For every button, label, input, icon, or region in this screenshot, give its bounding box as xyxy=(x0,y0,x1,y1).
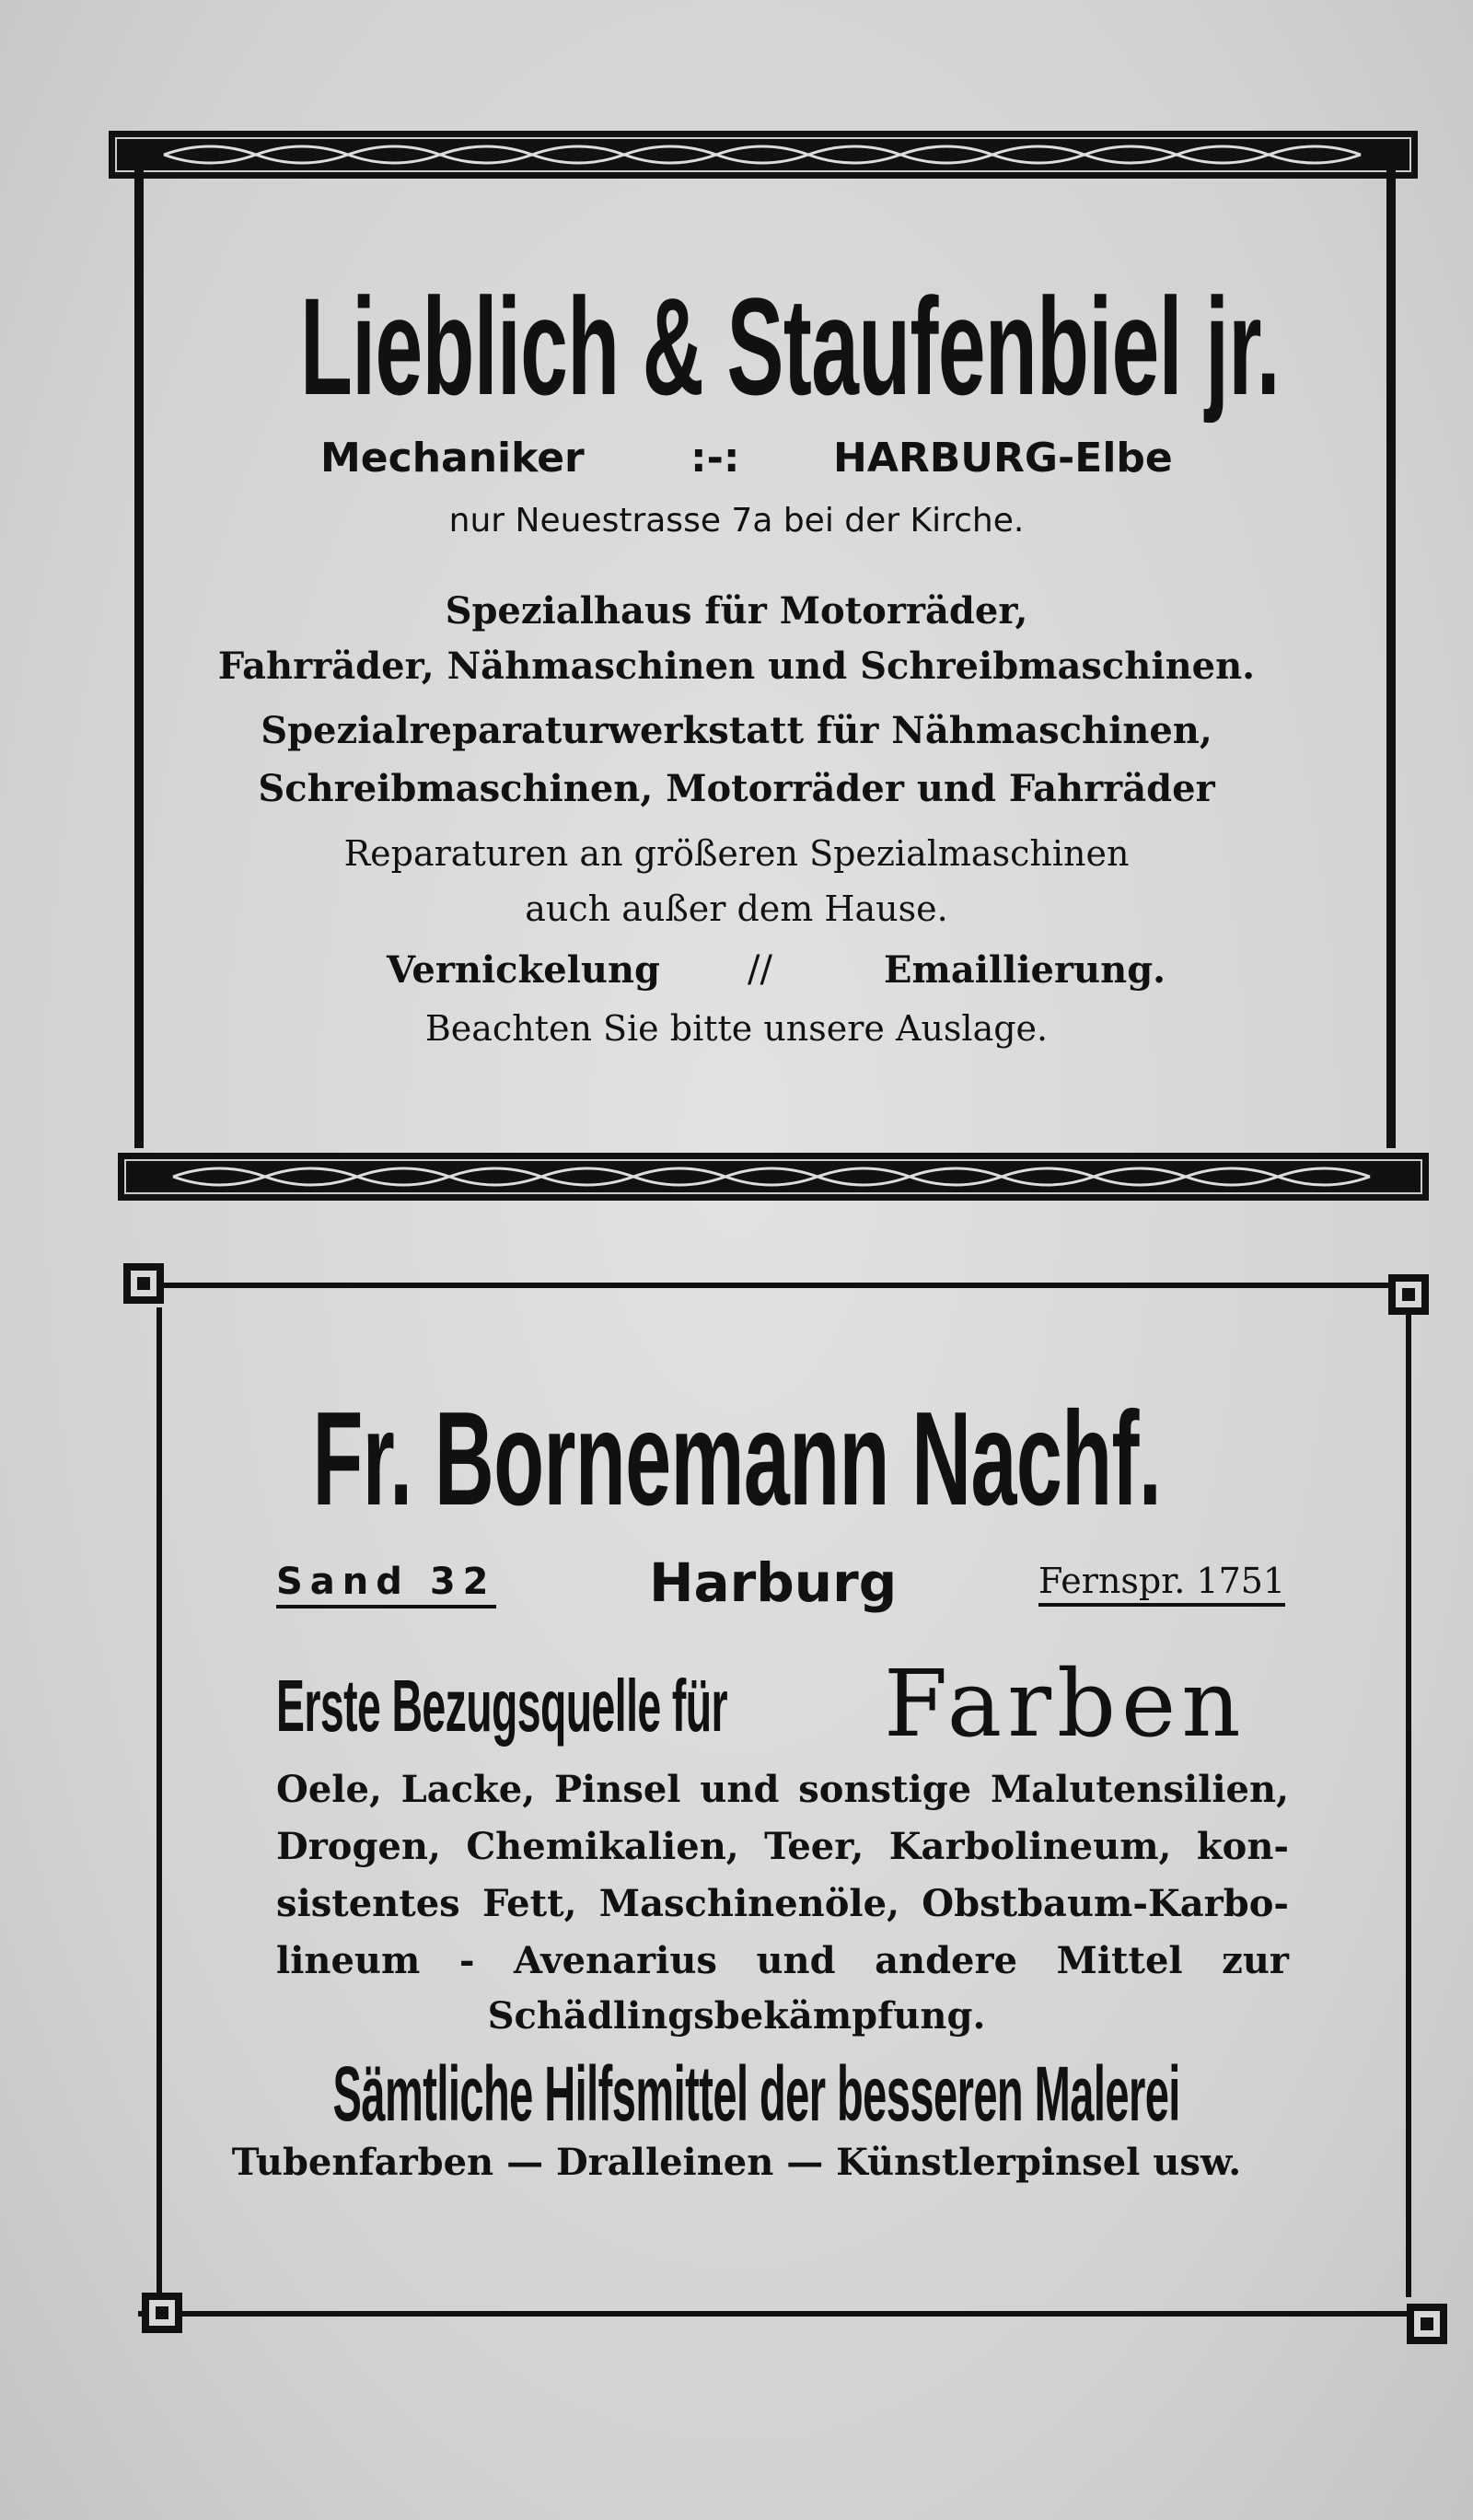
corner-ornament-icon xyxy=(1388,1274,1429,1315)
ad1-service-right: Emaillierung. xyxy=(884,948,1166,992)
ad1-address: nur Neuestrasse 7a bei der Kirche. xyxy=(448,502,1025,540)
ad1-separator: :-: xyxy=(690,435,740,482)
ad2-street: Sand 32 xyxy=(276,1561,496,1608)
ad2-slogan: Sämtliche Hilfsmittel der besseren Malerei xyxy=(332,2050,1180,2137)
ad2-frame-bottom xyxy=(138,2311,1413,2317)
ad1-closing: Beachten Sie bitte unsere Auslage. xyxy=(424,1008,1049,1049)
ad1-line-2: Fahrräder, Nähmaschinen und Schreibmaschinen. xyxy=(217,645,1256,688)
ad1-line-3: Spezialreparaturwerkstatt für Nähmaschinen, xyxy=(261,709,1212,752)
ad2-frame-top xyxy=(138,1283,1413,1288)
ad1-city: HARBURG-Elbe xyxy=(833,435,1173,482)
ad2-product-line-5: Schädlingsbekämpfung. xyxy=(487,1994,986,2038)
ad1-line-1: Spezialhaus für Motorräder, xyxy=(445,589,1028,633)
corner-ornament-icon xyxy=(142,2293,182,2333)
ad1-service-separator: // xyxy=(748,948,772,991)
ad2-product-line-1: Oele, Lacke, Pinsel und sonstige Malutensilien, xyxy=(276,1768,1289,1811)
ornament-band-bottom xyxy=(118,1153,1429,1201)
ad2-product-line-3: sistentes Fett, Maschinenöle, Obstbaum-Karbo- xyxy=(276,1882,1289,1925)
ad1-title: Lieblich & Staufenbiel jr. xyxy=(300,269,1280,424)
ad1-line-5: Reparaturen an größeren Spezialmaschinen xyxy=(343,833,1130,874)
ad2-city: Harburg xyxy=(649,1551,898,1614)
ad1-line-6: auch außer dem Hause. xyxy=(525,888,948,929)
ad1-trade: Mechaniker xyxy=(320,435,585,482)
ad2-title: Fr. Bornemann Nachf. xyxy=(312,1384,1161,1533)
wave-ornament-icon xyxy=(118,1153,1429,1201)
corner-ornament-icon xyxy=(1407,2304,1447,2344)
ad2-headline-left: Erste Bezugsquelle für xyxy=(276,1665,728,1747)
ad2-product-line-4: lineum - Avenarius und andere Mittel zur xyxy=(276,1939,1289,1982)
ad2-headline-right: Farben xyxy=(884,1650,1247,1758)
ad2-product-line-2: Drogen, Chemikalien, Teer, Karbolineum, kon- xyxy=(276,1825,1289,1868)
ad1-line-4: Schreibmaschinen, Motorräder und Fahrräder xyxy=(258,767,1215,810)
ad2-phone: Fernspr. 1751 xyxy=(1038,1561,1285,1607)
corner-ornament-icon xyxy=(123,1263,164,1304)
ad1-service-left: Vernickelung xyxy=(387,948,661,992)
ad2-footer: Tubenfarben — Dralleinen — Künstlerpinsel usw. xyxy=(231,2141,1242,2184)
